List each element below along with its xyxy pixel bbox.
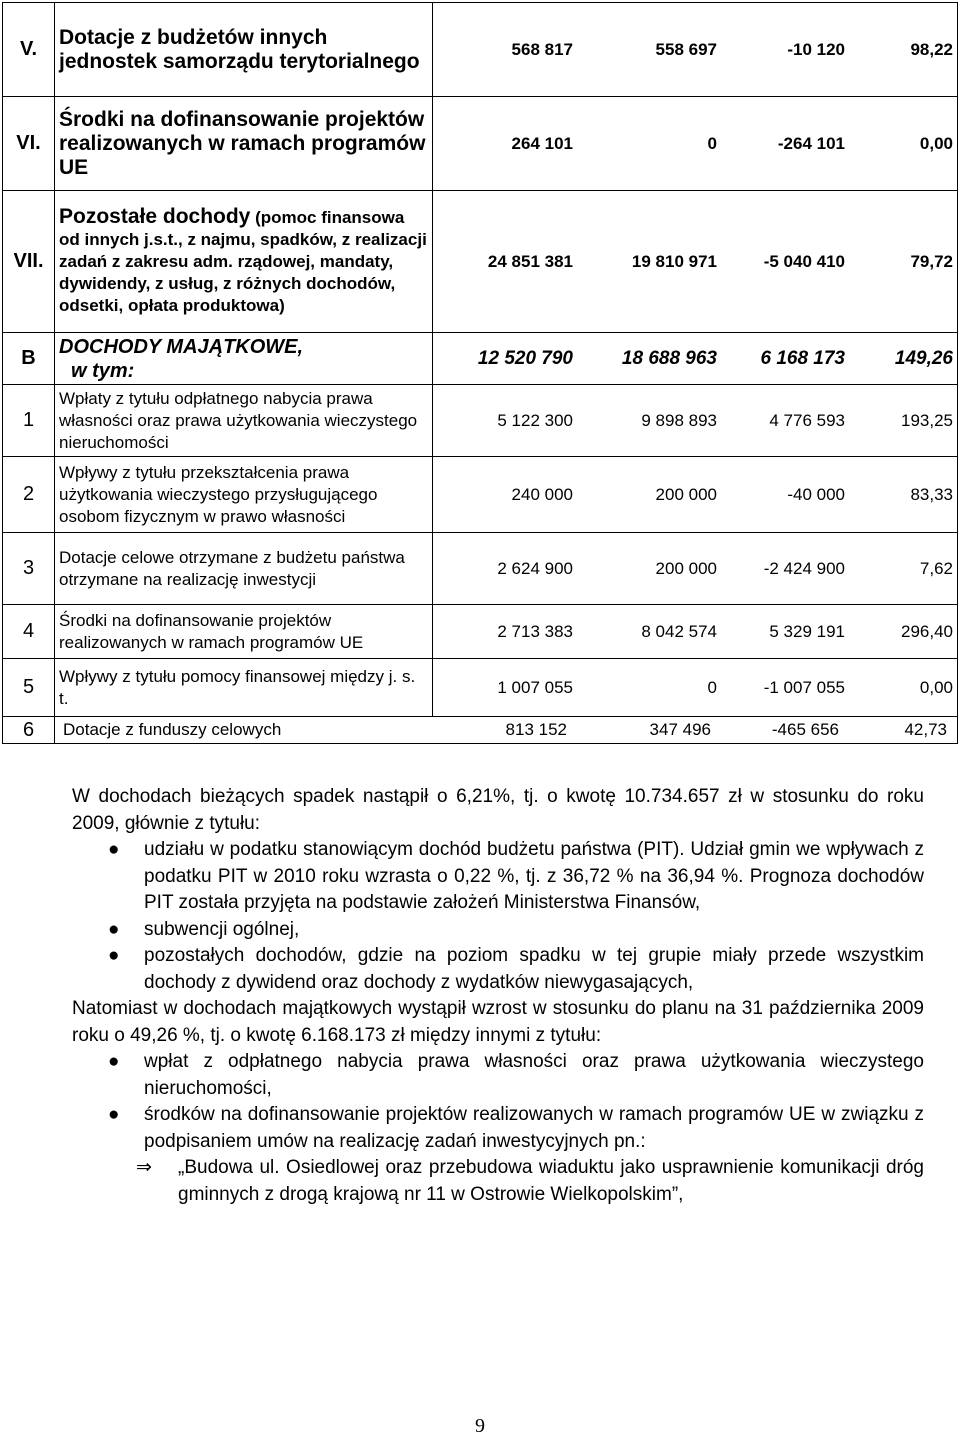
value-projected: 558 697 [655, 39, 717, 59]
paragraph: W dochodach bieżących spadek nastąpił o 6,21%, tj. o kwotę 10.734.657 zł w stosunku do roku 2009, głównie z tytułu: [72, 786, 924, 834]
value-difference: -5 040 410 [763, 251, 845, 271]
list-item [72, 1049, 924, 1102]
row-values [433, 97, 958, 191]
value-percent: 193,25 [901, 410, 953, 430]
arrow-icon: ⇒ [136, 1157, 152, 1178]
row-values [433, 333, 958, 385]
value-difference: -465 656 [771, 720, 839, 739]
row-label [55, 333, 433, 385]
value-percent: 0,00 [919, 133, 953, 153]
value-plan: 2 624 900 [497, 558, 573, 578]
value-plan: 5 122 300 [497, 410, 573, 430]
value-plan: 1 007 055 [497, 677, 573, 697]
value-projected: 19 810 971 [631, 251, 717, 271]
table-row [3, 97, 958, 191]
row-values [433, 385, 958, 457]
row-number: VII. [3, 191, 55, 333]
value-projected: 200 000 [655, 484, 717, 504]
value-plan: 24 851 381 [487, 251, 573, 271]
value-projected: 18 688 963 [621, 347, 717, 369]
value-difference: -40 000 [787, 484, 845, 504]
value-percent: 79,72 [910, 251, 953, 271]
value-projected: 200 000 [655, 558, 717, 578]
value-projected: 347 496 [649, 720, 711, 739]
row-values [433, 191, 958, 333]
value-plan: 2 713 383 [497, 621, 573, 641]
row-label-sub: w tym: [71, 359, 135, 382]
table-row [3, 659, 958, 717]
commentary [72, 784, 924, 1208]
row-number: 5 [3, 659, 55, 717]
value-projected: 8 042 574 [641, 621, 717, 641]
value-percent: 42,73 [904, 720, 947, 739]
value-percent: 296,40 [901, 621, 953, 641]
bullet-icon: ● [108, 918, 120, 940]
row-label: Wpływy z tytułu przekształcenia prawa użytkowania wieczystego przysługującego osobom fizycznym w prawo własności [55, 457, 433, 533]
list-item-text: subwencji ogólnej, [144, 918, 300, 940]
value-percent: 98,22 [910, 39, 953, 59]
row-number: 4 [3, 605, 55, 659]
table-row [3, 191, 958, 333]
bullet-icon: ● [108, 839, 120, 860]
value-difference: -10 120 [787, 39, 845, 59]
value-projected: 0 [707, 133, 717, 153]
value-difference: 5 329 191 [769, 621, 845, 641]
row-label: Środki na dofinansowanie projektów realizowanych w ramach programów UE [55, 605, 433, 659]
value-plan: 813 152 [505, 720, 567, 739]
row-values [433, 457, 958, 533]
row-label: Dotacje celowe otrzymane z budżetu państwa otrzymane na realizację inwestycji [55, 533, 433, 605]
value-percent: 83,33 [910, 484, 953, 504]
value-difference: -1 007 055 [763, 677, 845, 697]
list-item [72, 943, 924, 996]
row-label-heading: DOCHODY MAJĄTKOWE, [59, 335, 304, 358]
row-label: Wpływy z tytułu pomocy finansowej między j. s. t. [55, 659, 433, 717]
bullet-icon: ● [108, 1051, 120, 1072]
list-item [72, 837, 924, 917]
value-plan: 12 520 790 [477, 347, 573, 369]
list-item-text: pozostałych dochodów, gdzie na poziom spadku w tej grupie miały przede wszystkim dochody z dywidend oraz dochody z wydatków niewygasających, [144, 945, 924, 993]
row-number: 1 [3, 385, 55, 457]
row-number: VI. [3, 97, 55, 191]
row-content [55, 717, 958, 744]
value-plan: 568 817 [511, 39, 573, 59]
value-plan: 264 101 [511, 133, 573, 153]
value-difference: -264 101 [777, 133, 845, 153]
row-number: 3 [3, 533, 55, 605]
list-item [72, 1155, 924, 1208]
budget-table [2, 2, 958, 744]
list-item [72, 917, 924, 944]
row-number: V. [3, 3, 55, 97]
row-label-rest-b: finansowa od innych j.s.t., z najmu, spadków, z realizacji zadań z zakresu adm. rządowej, mandaty, dywidendy, z usług, z różnych dochodów, odsetki, opłata produktowa) [59, 208, 427, 315]
value-plan: 240 000 [511, 484, 573, 504]
table-row [3, 385, 958, 457]
row-label-rest-a: (pomoc [250, 208, 317, 227]
row-values [433, 533, 958, 605]
table-row [3, 533, 958, 605]
value-projected: 9 898 893 [641, 410, 717, 430]
page-number: 9 [475, 1415, 485, 1437]
value-percent: 0,00 [919, 677, 953, 697]
list-item-text: udziału w podatku stanowiącym dochód budżetu państwa (PIT). Udział gmin we wpływach z podatku PIT w 2010 roku wzrasta o 0,22 %, tj. z 36,72 % na 36,94 %. Prognoza dochodów PIT została przyjęta na podstawie założeń Ministerstwa Finansów, [144, 839, 924, 913]
list-item-text: wpłat z odpłatnego nabycia prawa własności oraz prawa użytkowania wieczystego nieruchomości, [144, 1051, 924, 1099]
value-difference: -2 424 900 [763, 558, 845, 578]
row-values [433, 3, 958, 97]
row-label: Dotacje z funduszy celowych [63, 720, 282, 739]
bullet-list [72, 1049, 924, 1208]
row-values [433, 605, 958, 659]
value-percent: 7,62 [919, 558, 953, 578]
bullet-icon: ● [108, 945, 120, 966]
value-difference: 4 776 593 [769, 410, 845, 430]
bullet-list [72, 837, 924, 996]
row-label: Wpłaty z tytułu odpłatnego nabycia prawa własności oraz prawa użytkowania wieczystego nieruchomości [55, 385, 433, 457]
table-row [3, 605, 958, 659]
value-projected: 0 [707, 677, 717, 697]
row-values [433, 659, 958, 717]
table-row [3, 3, 958, 97]
row-number: B [3, 333, 55, 385]
table-row [3, 333, 958, 385]
row-number: 6 [3, 717, 55, 744]
list-item-text: „Budowa ul. Osiedlowej oraz przebudowa wiaduktu jako usprawnienie komunikacji dróg gminnych z drogą krajową nr 11 w Ostrowie Wielkopolskim”, [178, 1157, 924, 1205]
row-label: Dotacje z budżetów innych jednostek samorządu terytorialnego [55, 3, 433, 97]
paragraph: Natomiast w dochodach majątkowych wystąpił wzrost w stosunku do planu na 31 października 2009 roku o 49,26 %, tj. o kwotę 6.168.173 zł między innymi z tytułu: [72, 998, 924, 1046]
row-label-main: Pozostałe dochody [59, 205, 251, 228]
value-difference: 6 168 173 [760, 347, 845, 369]
table-row [3, 457, 958, 533]
bullet-icon: ● [108, 1104, 120, 1125]
row-number: 2 [3, 457, 55, 533]
row-label [55, 191, 433, 333]
row-label: Środki na dofinansowanie projektów realizowanych w ramach programów UE [55, 97, 433, 191]
list-item-text: środków na dofinansowanie projektów realizowanych w ramach programów UE w związku z podpisaniem umów na realizację zadań inwestycyjnych pn.: [144, 1104, 924, 1152]
list-item [72, 1102, 924, 1155]
value-percent: 149,26 [894, 347, 953, 369]
table-row [3, 717, 958, 744]
